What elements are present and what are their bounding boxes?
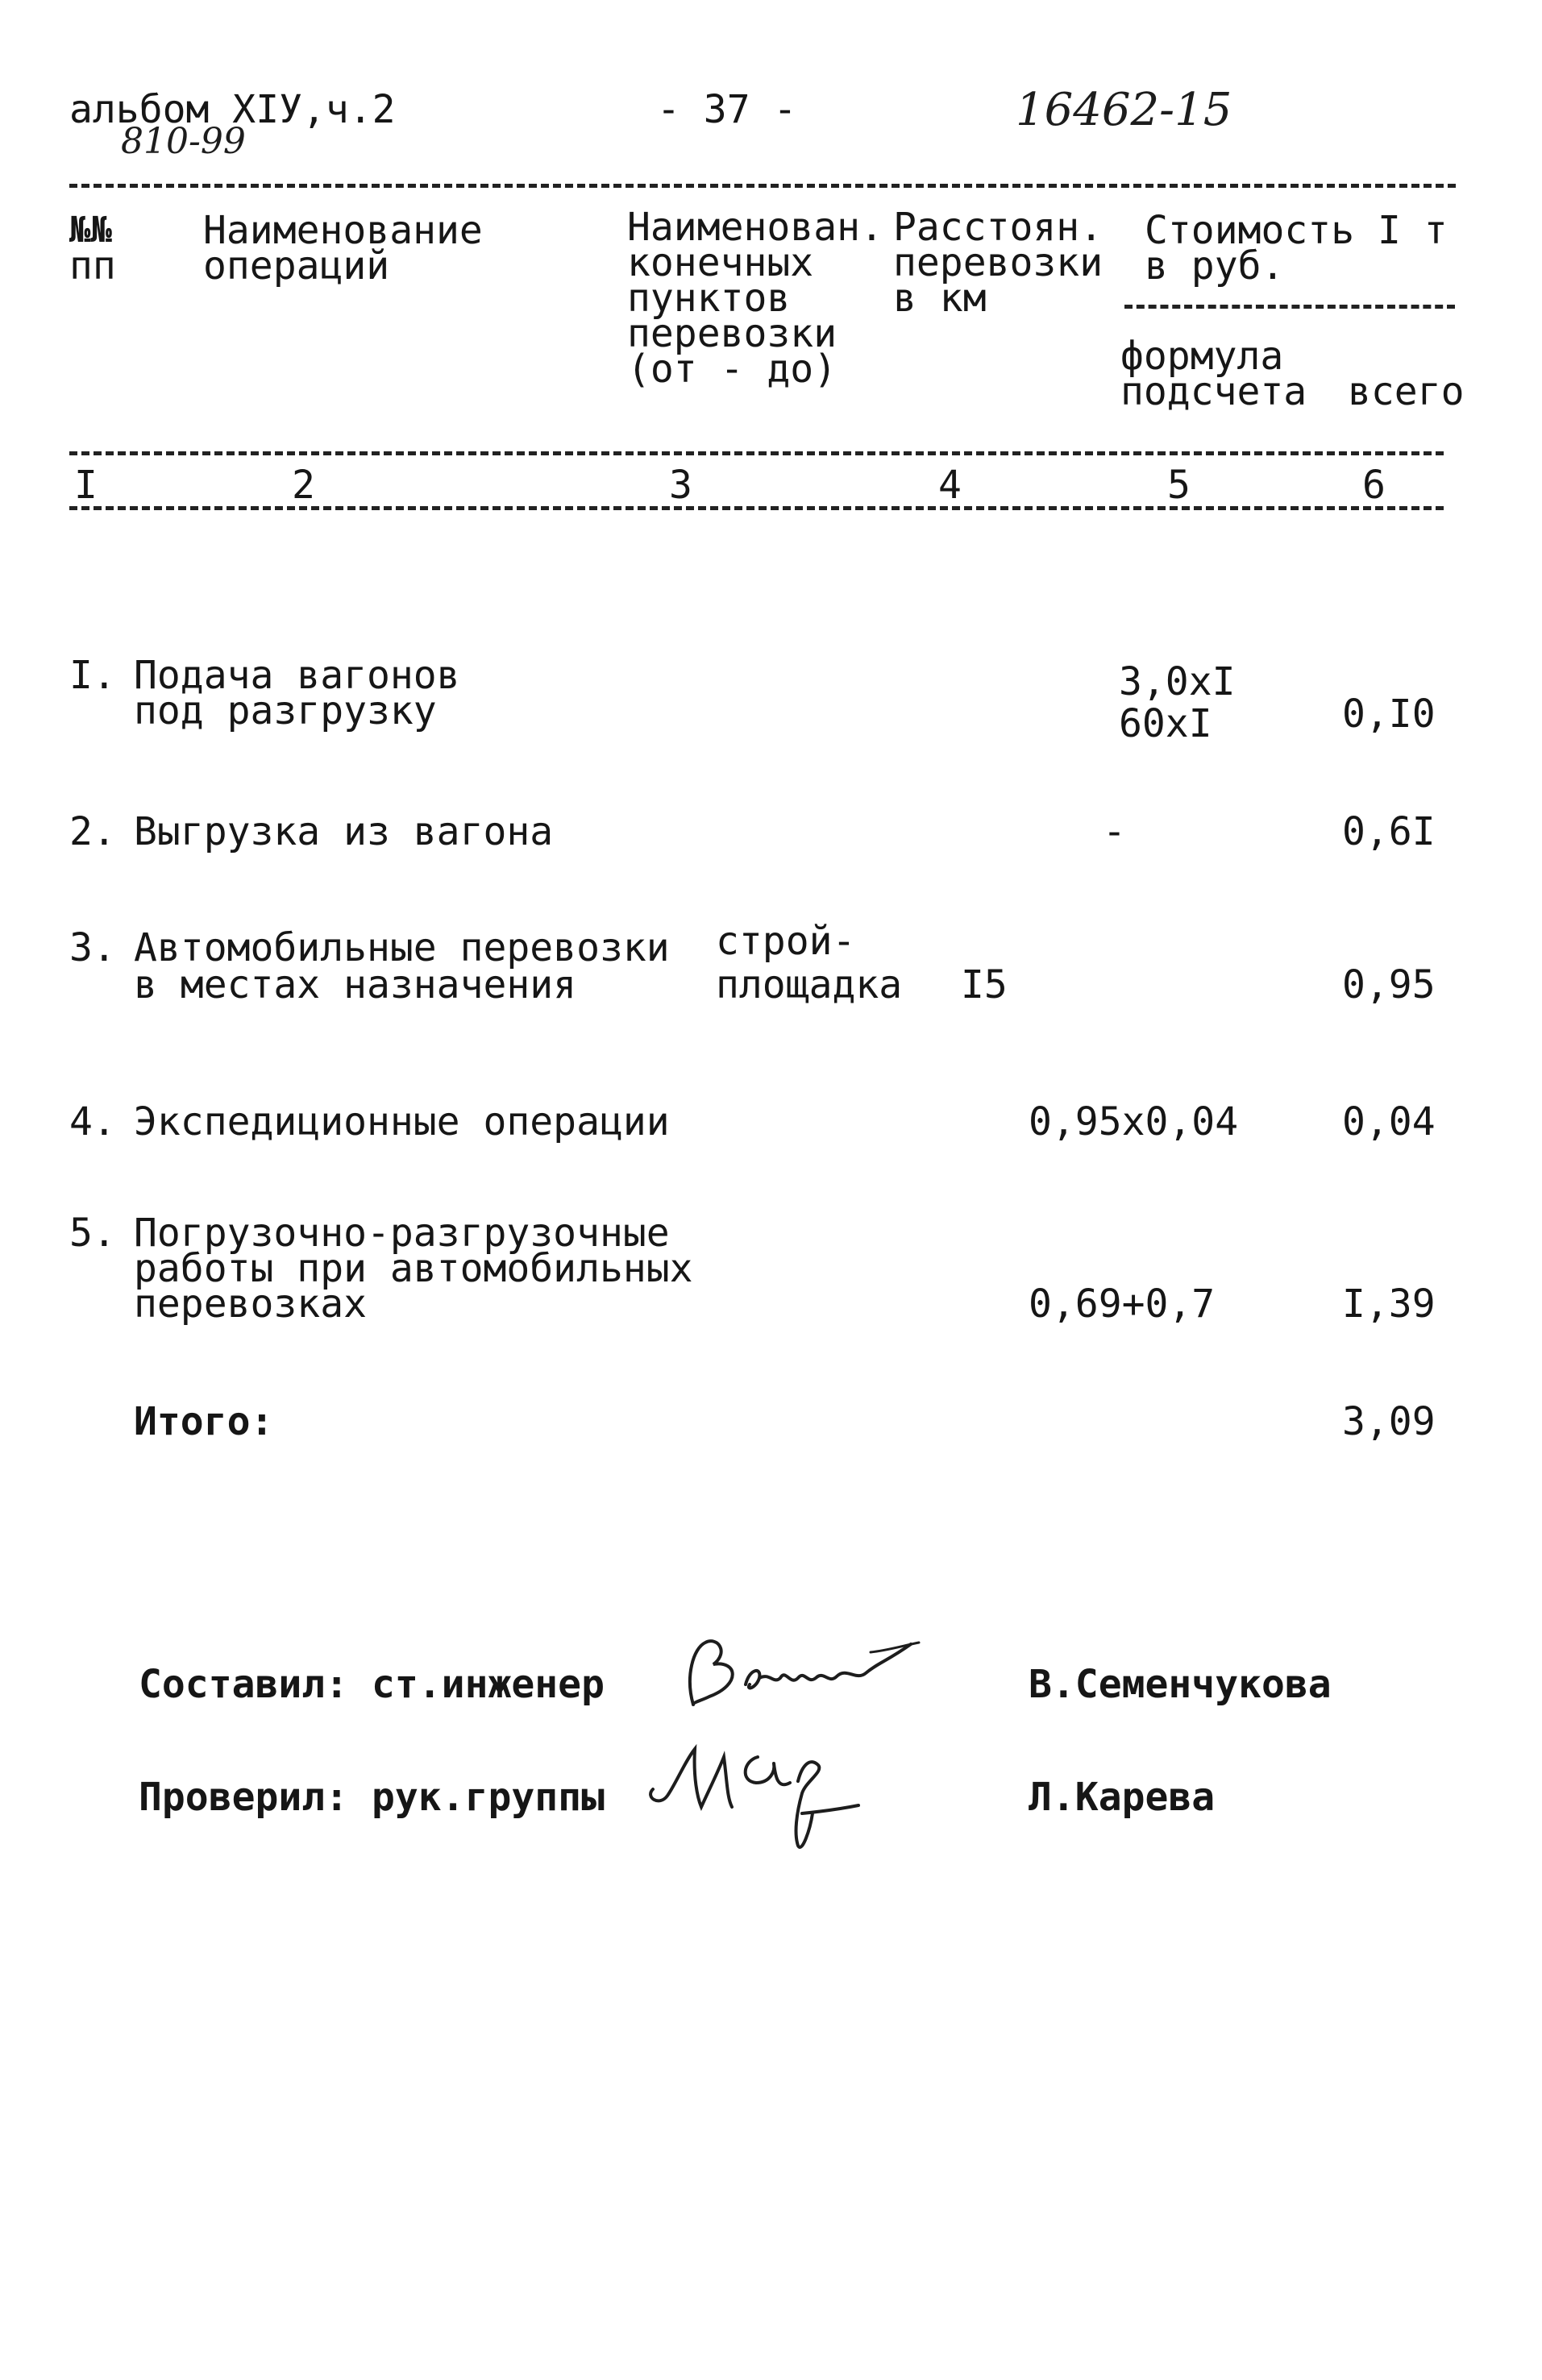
album-handwritten-note: 810-99 — [121, 121, 246, 162]
operation-name-line1: Подача вагонов — [134, 653, 460, 698]
col2-line1: Наименование — [203, 208, 483, 253]
formula-line1: - — [1103, 809, 1126, 854]
col56-title-line2: в руб. — [1145, 243, 1285, 289]
colnum-5: 5 — [1167, 463, 1191, 508]
col56-subdivider — [1124, 305, 1455, 309]
col5-line1: формула — [1120, 334, 1284, 379]
summary-label: Итого: — [134, 1399, 274, 1444]
colnum-6: 6 — [1362, 463, 1386, 508]
colnum-1: I — [74, 463, 98, 508]
operation-name-line2: под разгрузку — [134, 688, 437, 733]
compiled-by-label: Составил: ст.инженер — [139, 1662, 605, 1707]
operation-name-line1: Автомобильные перевозки — [134, 925, 670, 970]
col6-header: всего — [1348, 369, 1465, 414]
formula-line1: 0,95x0,04 — [1029, 1099, 1239, 1144]
col4-line2: перевозки — [893, 240, 1104, 285]
col1-line2: пп — [69, 243, 116, 289]
checked-signature — [637, 1733, 911, 1862]
operation-name-line2: в местах назначения — [134, 962, 577, 1007]
operation-name-line3: перевозках — [134, 1281, 367, 1327]
col3-line2: конечных — [627, 240, 814, 285]
row-number: 4. — [69, 1099, 116, 1144]
col2-line2: операций — [203, 243, 390, 289]
row-total: 0,I0 — [1342, 692, 1436, 737]
row-total: 0,04 — [1342, 1099, 1436, 1144]
column-numbers-divider — [69, 506, 1444, 510]
col4-line1: Расстоян. — [893, 205, 1104, 250]
checked-by-label: Проверил: рук.группы — [139, 1775, 605, 1820]
col3-line5: (от - до) — [627, 347, 838, 392]
formula-line1: 0,69+0,7 — [1029, 1281, 1216, 1327]
col3-line1: Наименован. — [627, 205, 883, 250]
distance-km: I5 — [961, 962, 1008, 1007]
summary-total: 3,09 — [1342, 1399, 1436, 1444]
col56-title-line1: Стоимость I т — [1145, 208, 1448, 253]
col3-line3: пунктов — [627, 276, 791, 321]
colnum-3: 3 — [669, 463, 692, 508]
col4-line3: в км — [893, 276, 987, 321]
row-total: I,39 — [1342, 1281, 1436, 1327]
col1-line1: №№ — [69, 210, 112, 251]
row-total: 0,95 — [1342, 962, 1436, 1007]
compiled-by-name: В.Семенчукова — [1029, 1662, 1332, 1707]
col5-line2: подсчета — [1120, 369, 1307, 414]
end-point-line2: площадка — [716, 962, 903, 1007]
formula-line1: 3,0xI — [1119, 659, 1236, 704]
colnum-2: 2 — [292, 463, 315, 508]
colnum-4: 4 — [938, 463, 962, 508]
album-label: альбом ХIУ,ч.2 — [69, 87, 396, 132]
row-number: 2. — [69, 809, 116, 854]
row-number: 5. — [69, 1211, 116, 1256]
operation-name-line1: Выгрузка из вагона — [134, 809, 554, 854]
row-number: 3. — [69, 925, 116, 970]
formula-line2: 60xI — [1119, 701, 1212, 746]
operation-name-line2: работы при автомобильных — [134, 1246, 693, 1291]
page-number: - 37 - — [657, 87, 797, 132]
row-total: 0,6I — [1342, 809, 1436, 854]
header-divider — [69, 184, 1456, 188]
operation-name-line1: Экспедиционные операции — [134, 1099, 670, 1144]
operation-name-line1: Погрузочно-разгрузочные — [134, 1211, 670, 1256]
compiled-signature — [669, 1628, 943, 1725]
col3-line4: перевозки — [627, 311, 838, 356]
row-number: I. — [69, 653, 116, 698]
checked-by-name: Л.Карева — [1029, 1775, 1216, 1820]
document-number-handwritten: 16462-15 — [1016, 84, 1232, 136]
header-bottom-divider — [69, 451, 1444, 455]
end-point-line1: строй- — [716, 919, 856, 964]
